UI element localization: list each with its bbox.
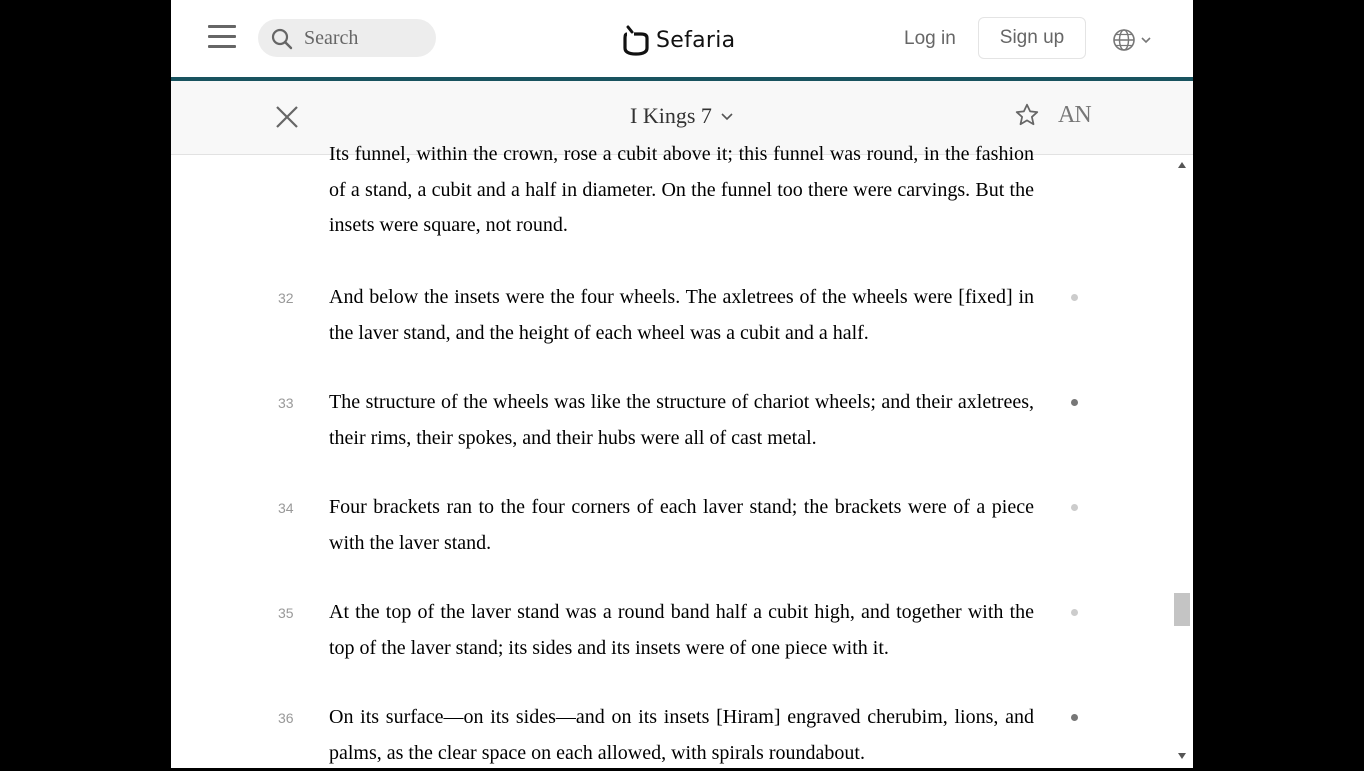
search-icon [270, 27, 294, 51]
star-icon[interactable] [1014, 102, 1040, 133]
chevron-down-icon [1139, 33, 1153, 47]
verse-text: And below the insets were the four wheels. The axletrees of the wheels were [fixed] in the laver stand, and the height of each wheel was a cubit and a half. [329, 286, 1034, 344]
reader-title[interactable] [630, 103, 734, 129]
verse-number: 35 [278, 605, 294, 621]
logo-text: Sefaria [656, 27, 736, 53]
globe-icon [1112, 28, 1136, 52]
language-selector[interactable] [1112, 28, 1153, 52]
verse-text: The structure of the wheels was like the structure of chariot wheels; and their axletrees, their rims, their spokes, and their hubs were all of cast metal. [329, 391, 1034, 449]
book-title: I Kings 7 [630, 103, 712, 128]
connections-dot-icon [1071, 294, 1078, 301]
connections-dot-icon [1071, 504, 1078, 511]
verse-text: At the top of the laver stand was a round band half a cubit high, and together with the top of the laver stand; its sides and its insets were of one piece with it. [329, 601, 1034, 659]
login-link[interactable]: Log in [904, 28, 956, 49]
scroll-up-arrow-icon[interactable] [1178, 162, 1186, 168]
verse-text: On its surface—on its sides—and on its insets [Hiram] engraved cherubim, lions, and palms, as the clear space on each allowed, with spirals roundabout. [329, 706, 1034, 764]
verse-number: 32 [278, 290, 294, 306]
connections-dot-icon [1071, 714, 1078, 721]
search-box[interactable] [258, 19, 436, 57]
verse-number: 36 [278, 710, 294, 726]
connections-dot-icon [1071, 399, 1078, 406]
sefaria-logo[interactable] [623, 20, 735, 60]
font-size-toggle[interactable]: AN [1058, 102, 1091, 128]
search-input[interactable] [304, 25, 424, 51]
app-window [171, 0, 1193, 768]
scrollbar[interactable] [1171, 155, 1193, 768]
hamburger-menu-icon[interactable] [208, 25, 236, 49]
partial-verse: Its funnel, within the crown, rose a cubit above it; this funnel was round, in the fashion of a stand, a cubit and a half in diameter. On the funnel too there were carvings. But the insets were square, not round. [329, 143, 1034, 236]
top-header [171, 0, 1193, 81]
verse-number: 33 [278, 395, 294, 411]
verse-number: 34 [278, 500, 294, 516]
connections-dot-icon [1071, 609, 1078, 616]
scrollbar-thumb[interactable] [1174, 593, 1190, 626]
chevron-down-icon [720, 109, 734, 123]
verse-text: Four brackets ran to the four corners of each laver stand; the brackets were of a piece with the laver stand. [329, 496, 1034, 554]
signup-button[interactable]: Sign up [978, 17, 1086, 59]
scroll-down-arrow-icon[interactable] [1178, 753, 1186, 759]
text-content [171, 143, 1193, 768]
sefaria-logo-icon [623, 24, 649, 56]
